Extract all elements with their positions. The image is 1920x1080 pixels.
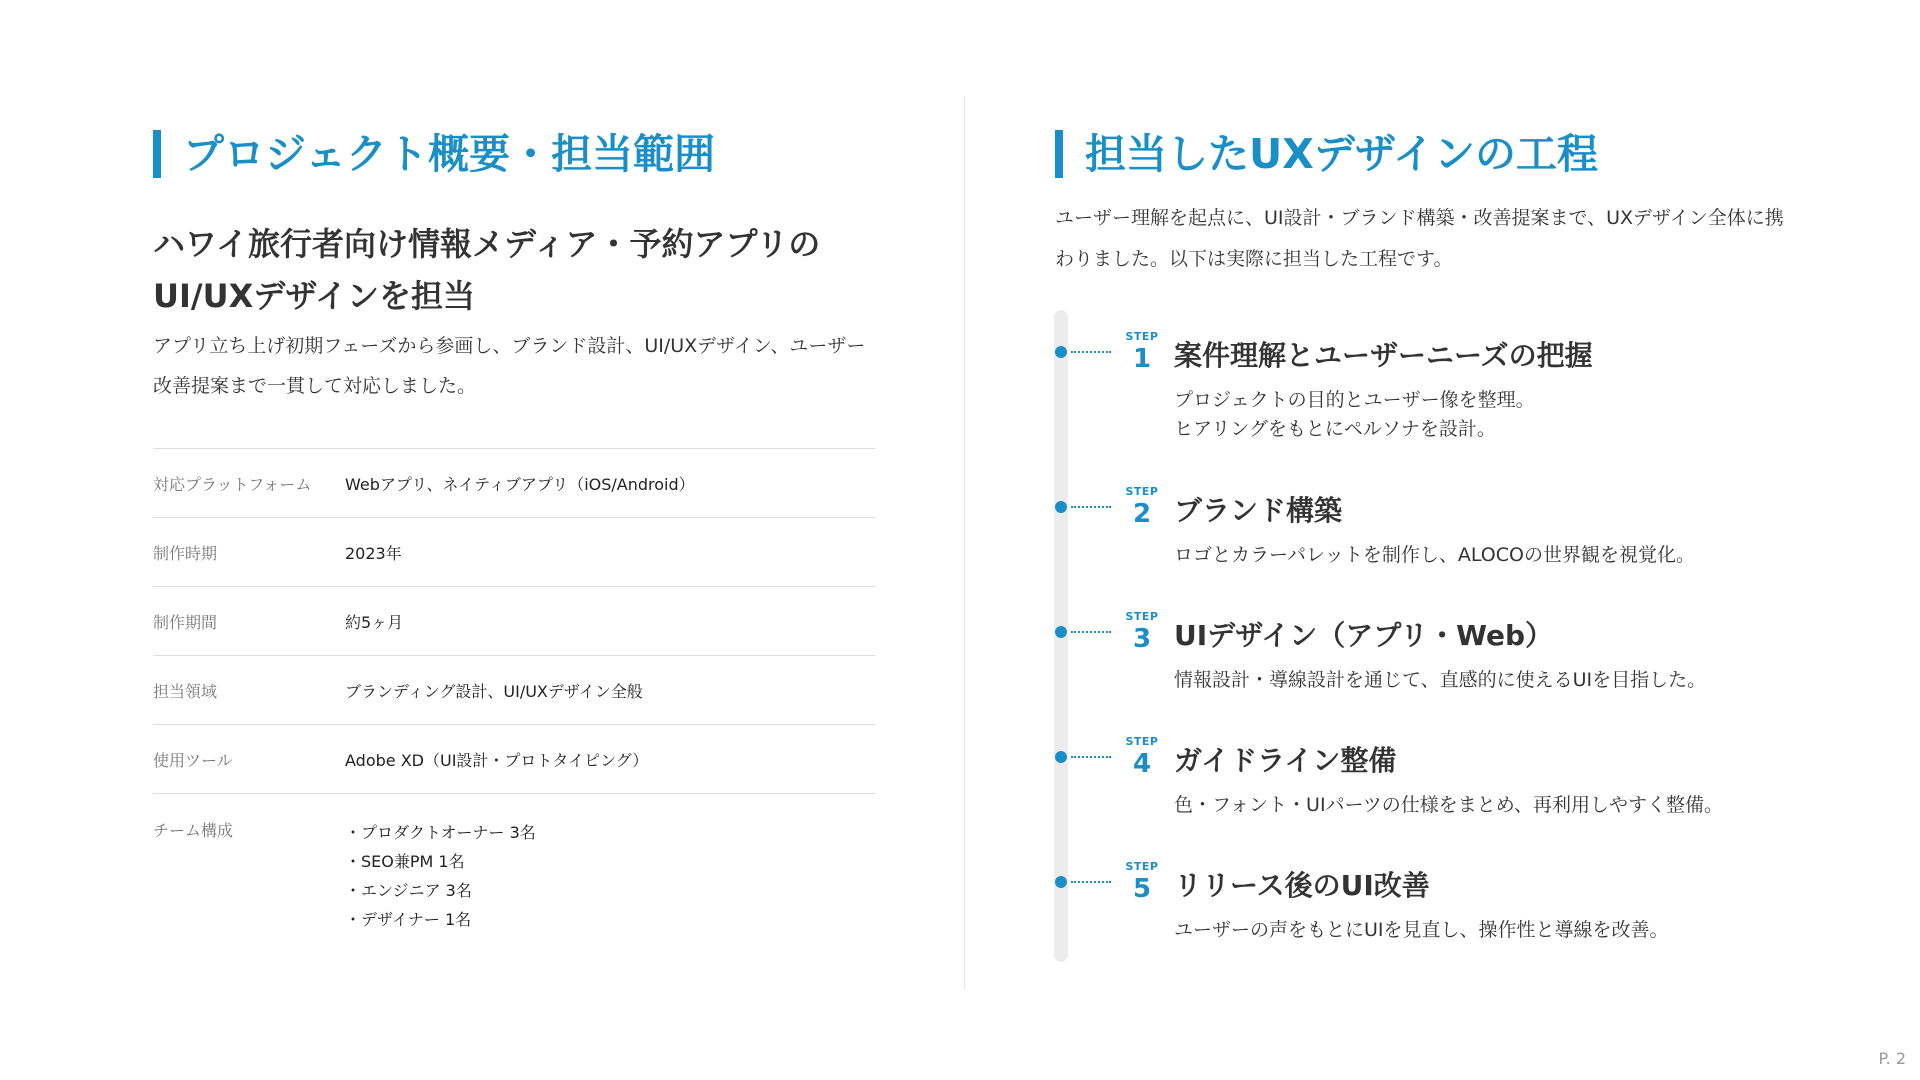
list-item: ・デザイナー 1名 xyxy=(345,910,472,929)
step-tag: STEP xyxy=(1125,860,1159,873)
info-row-duration xyxy=(153,587,875,656)
project-headline xyxy=(153,218,820,322)
process-step-5 xyxy=(1054,860,1814,970)
ux-process-intro: ユーザー理解を起点に、UI設計・ブランド構築・改善提案まで、UXデザイン全体に携わりました。以下は実際に担当した工程です。 xyxy=(1055,207,1784,270)
info-row-scope xyxy=(153,656,875,725)
headline-line-1: ハワイ旅行者向け情報メディア・予約アプリの xyxy=(153,225,821,263)
step-title: リリース後のUI改善 xyxy=(1174,869,1430,902)
step-number: 4 xyxy=(1132,749,1152,779)
info-label: 対応プラットフォーム xyxy=(153,474,312,494)
team-member-list xyxy=(345,818,536,934)
dotted-connector xyxy=(1071,881,1111,883)
dotted-connector xyxy=(1071,506,1111,508)
ux-process-section-title: 担当したUXデザインの工程 xyxy=(1055,124,1598,184)
info-label: チーム構成 xyxy=(153,821,234,840)
info-row-platform xyxy=(153,449,875,518)
process-step-1 xyxy=(1054,330,1814,440)
timeline-node xyxy=(1055,876,1067,888)
step-tag: STEP xyxy=(1125,735,1159,748)
info-value: Webアプリ、ネイティブアプリ（iOS/Android） xyxy=(345,474,695,494)
info-value: Adobe XD（UI設計・プロトタイピング） xyxy=(345,750,649,770)
step-number: 2 xyxy=(1132,499,1152,529)
dotted-connector xyxy=(1071,631,1111,633)
step-title: ガイドライン整備 xyxy=(1174,744,1397,777)
info-label: 使用ツール xyxy=(153,750,233,770)
info-label: 制作時期 xyxy=(153,543,218,563)
step-number: 3 xyxy=(1132,624,1152,654)
step-title: UIデザイン（アプリ・Web） xyxy=(1174,619,1553,652)
step-tag: STEP xyxy=(1125,485,1159,498)
timeline-node xyxy=(1055,751,1067,763)
info-row-team xyxy=(153,794,875,934)
dotted-connector xyxy=(1071,351,1111,353)
step-description: 情報設計・導線設計を通じて、直感的に使えるUIを目指した。 xyxy=(1174,669,1707,691)
info-row-tools xyxy=(153,725,875,794)
project-lead-text: アプリ立ち上げ初期フェーズから参画し、ブランド設計、UI/UXデザイン、ユーザー改善提案まで一貫して対応しました。 xyxy=(153,335,866,397)
overview-section-title: プロジェクト概要・担当範囲 xyxy=(153,124,715,184)
list-item: ・SEO兼PM 1名 xyxy=(345,852,465,871)
info-label: 制作期間 xyxy=(153,612,218,632)
column-divider xyxy=(964,96,965,990)
step-description: 色・フォント・UIパーツの仕様をまとめ、再利用しやすく整備。 xyxy=(1174,794,1724,816)
page-number: P. 2 xyxy=(1878,1049,1906,1068)
timeline-node xyxy=(1055,346,1067,358)
info-value: ブランディング設計、UI/UXデザイン全般 xyxy=(345,681,643,701)
info-row-period xyxy=(153,518,875,587)
dotted-connector xyxy=(1071,756,1111,758)
info-value: 約5ヶ月 xyxy=(345,612,404,632)
step-description: プロジェクトの目的とユーザー像を整理。 ヒアリングをもとにペルソナを設計。 xyxy=(1174,389,1535,440)
timeline-node xyxy=(1055,626,1067,638)
list-item: ・エンジニア 3名 xyxy=(345,881,472,900)
step-description: ユーザーの声をもとにUIを見直し、操作性と導線を改善。 xyxy=(1174,919,1669,941)
step-number: 1 xyxy=(1132,344,1152,374)
process-step-3 xyxy=(1054,610,1814,720)
step-tag: STEP xyxy=(1125,330,1159,343)
info-label: 担当領域 xyxy=(153,681,218,701)
list-item: ・プロダクトオーナー 3名 xyxy=(345,823,536,842)
project-info-table xyxy=(153,448,875,934)
step-number: 5 xyxy=(1132,874,1152,904)
process-step-4 xyxy=(1054,735,1814,845)
timeline-node xyxy=(1055,501,1067,513)
step-title: ブランド構築 xyxy=(1174,494,1343,527)
step-tag: STEP xyxy=(1125,610,1159,623)
step-title: 案件理解とユーザーニーズの把握 xyxy=(1174,339,1593,372)
step-description: ロゴとカラーパレットを制作し、ALOCOの世界観を視覚化。 xyxy=(1174,544,1695,566)
info-value: 2023年 xyxy=(345,543,402,563)
headline-line-2: UI/UXデザインを担当 xyxy=(153,277,475,315)
process-step-2 xyxy=(1054,485,1814,595)
